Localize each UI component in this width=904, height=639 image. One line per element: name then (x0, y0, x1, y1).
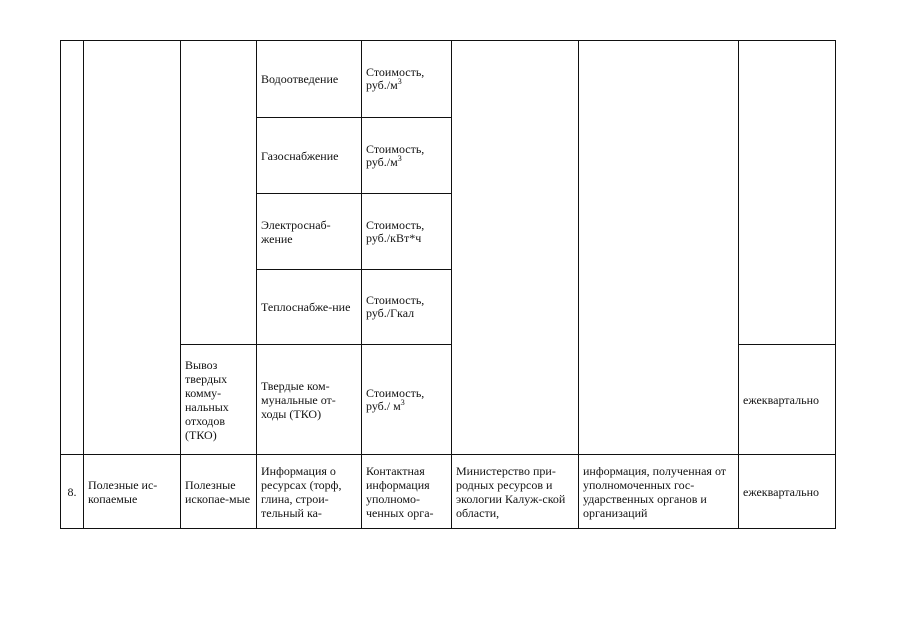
service-label: Водоотведение (261, 72, 339, 86)
service-label: Электроснаб-жение (261, 217, 331, 246)
responsible-cell (452, 455, 579, 529)
source-label: информация, полученная от уполномоченных гос-ударственных органов и организаций (583, 463, 727, 520)
unit-label: Стоимость, (366, 385, 425, 400)
frequency-cell (739, 345, 836, 455)
category-label: Полезные ис-копаемые (88, 477, 158, 506)
service-label: Твердые ком-мунальные от-ходы (ТКО) (261, 378, 336, 421)
unit-measure: руб./ м (366, 398, 401, 413)
table-row (61, 41, 836, 118)
unit-label: Стоимость, (366, 293, 425, 307)
category-cell-empty (84, 41, 181, 455)
frequency-cell-empty (739, 41, 836, 345)
indicators-table (60, 40, 836, 529)
unit-superscript: 3 (397, 77, 402, 86)
table-row (61, 455, 836, 529)
subcategory-label: Полезные ископае-мые (185, 477, 251, 506)
indicator-label: Информация о ресурсах (торф, глина, строи-тельный ка- (261, 463, 342, 520)
service-cell (257, 118, 362, 194)
row-number: 8. (67, 484, 77, 499)
unit-cell (362, 194, 452, 270)
number-cell (61, 455, 84, 529)
subcategory-cell-empty (181, 41, 257, 345)
unit-measure: руб./Гкал (366, 306, 415, 320)
category-cell (84, 455, 181, 529)
number-cell-empty (61, 41, 84, 455)
unit-measure: руб./м (366, 78, 398, 92)
subcategory-cell (181, 345, 257, 455)
indicator-cell (257, 455, 362, 529)
subcategory-cell (181, 455, 257, 529)
unit-cell (362, 118, 452, 194)
unit-label: Стоимость, (366, 65, 425, 79)
service-label: Теплоснабже-ние (261, 300, 351, 314)
subcategory-label: Вывоз твердых комму-нальных отходов (ТКО) (185, 357, 229, 442)
service-cell (257, 345, 362, 455)
responsible-cell-empty (452, 41, 579, 455)
unit-superscript: 3 (400, 397, 405, 407)
unit-cell (362, 455, 452, 529)
service-cell (257, 270, 362, 345)
unit-cell (362, 270, 452, 345)
service-cell (257, 194, 362, 270)
unit-label: Контактная информация уполномо-ченных орга- (366, 463, 434, 520)
frequency-label: ежеквартально (743, 392, 819, 407)
unit-measure: руб./м (366, 154, 398, 169)
source-cell (579, 455, 739, 529)
unit-measure: руб./кВт*ч (366, 230, 422, 245)
frequency-label: ежеквартально (743, 484, 819, 499)
unit-label: Стоимость, (366, 217, 425, 232)
responsible-label: Министерство при-родных ресурсов и экологии Калуж-ской области, (456, 463, 566, 520)
unit-cell (362, 345, 452, 455)
unit-label: Стоимость, (366, 141, 425, 156)
unit-cell (362, 41, 452, 118)
service-cell (257, 41, 362, 118)
frequency-cell (739, 455, 836, 529)
source-cell-empty (579, 41, 739, 455)
unit-superscript: 3 (397, 153, 402, 163)
service-label: Газоснабжение (261, 148, 339, 163)
